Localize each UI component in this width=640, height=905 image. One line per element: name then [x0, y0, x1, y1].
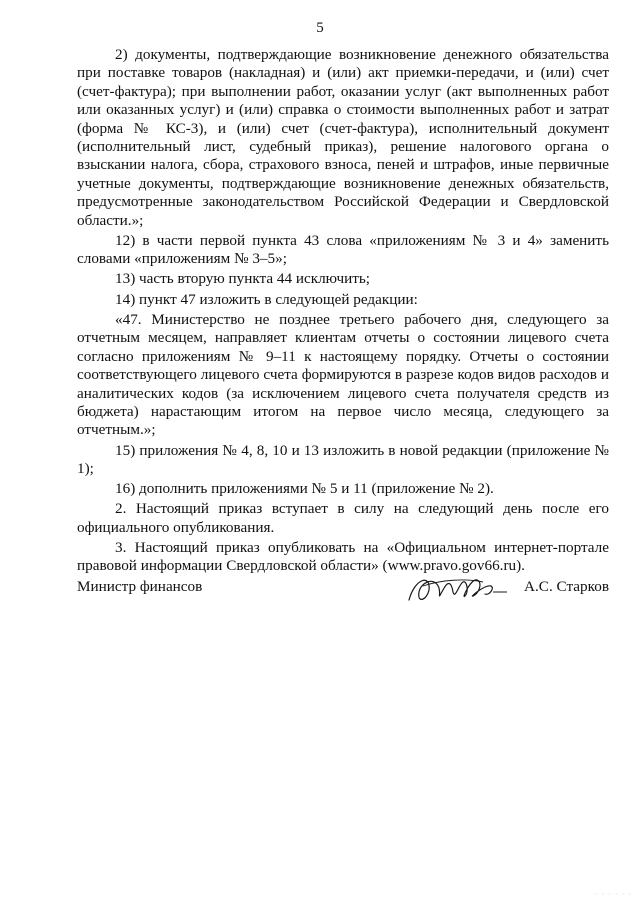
- scan-artifact: · · · · · ·: [595, 890, 632, 899]
- paragraph-section-2: 2. Настоящий приказ вступает в силу на следующий день после его официального опубликования.: [77, 500, 609, 536]
- page-number: 5: [316, 20, 324, 36]
- paragraph-item-12: 12) в части первой пункта 43 слова «приложениям № 3 и 4» заменить словами «приложениям № 3–5»;: [77, 231, 609, 268]
- paragraph-item-14: 14) пункт 47 изложить в следующей редакции:: [115, 290, 418, 308]
- paragraph-point-47: «47. Министерство не позднее третьего рабочего дня, следующего за отчетным месяцем, направляет клиентам отчеты о состоянии лицевого счета согласно приложениям № 9–11 к настоящему порядку. Отчеты о состоянии соответствующего лицевого счета формируются в разрезе кодов видов расходов и аналитических кодов (за исключением лицевого счета получателя средств из бюджета) нарастающим итогом на первое число месяца, следующего за отчетным.»;: [77, 310, 609, 439]
- paragraph-item-13: 13) часть вторую пункта 44 исключить;: [115, 270, 370, 288]
- paragraph-item-15: 15) приложения № 4, 8, 10 и 13 изложить в новой редакции (приложение № 1);: [77, 441, 609, 477]
- signatory-title: Министр финансов: [77, 578, 203, 595]
- paragraph-documents-list: 2) документы, подтверждающие возникновение денежного обязательства при поставке товаров (накладная) и (или) акт приемки-передачи, и (или) счет (счет-фактура); при выполнении работ, оказании услуг (акт выполненных работ или оказанных услуг) и (или) справка о стоимости выполненных работ и затрат (форма № КС-3), и (или) счет (счет-фактура), исполнительный документ (исполнительный лист, судебный приказ), решение налогового органа о взыскании налога, сбора, страхового взноса, пеней и штрафов, иные первичные учетные документы, подтверждающие возникновение денежных обязательств, предусмотренные законодательством Российской Федерации и Свердловской области.»;: [77, 46, 609, 229]
- handwritten-signature: [405, 570, 515, 608]
- document-body: [77, 46, 609, 578]
- signatory-name: А.С. Старков: [524, 578, 609, 595]
- paragraph-section-3: 3. Настоящий приказ опубликовать на «Официальном интернет-портале правовой информации Свердловской области» (www.pravo.gov66.ru).: [77, 538, 609, 575]
- signature-block: [77, 570, 609, 610]
- paragraph-item-16: 16) дополнить приложениями № 5 и 11 (приложение № 2).: [115, 480, 494, 498]
